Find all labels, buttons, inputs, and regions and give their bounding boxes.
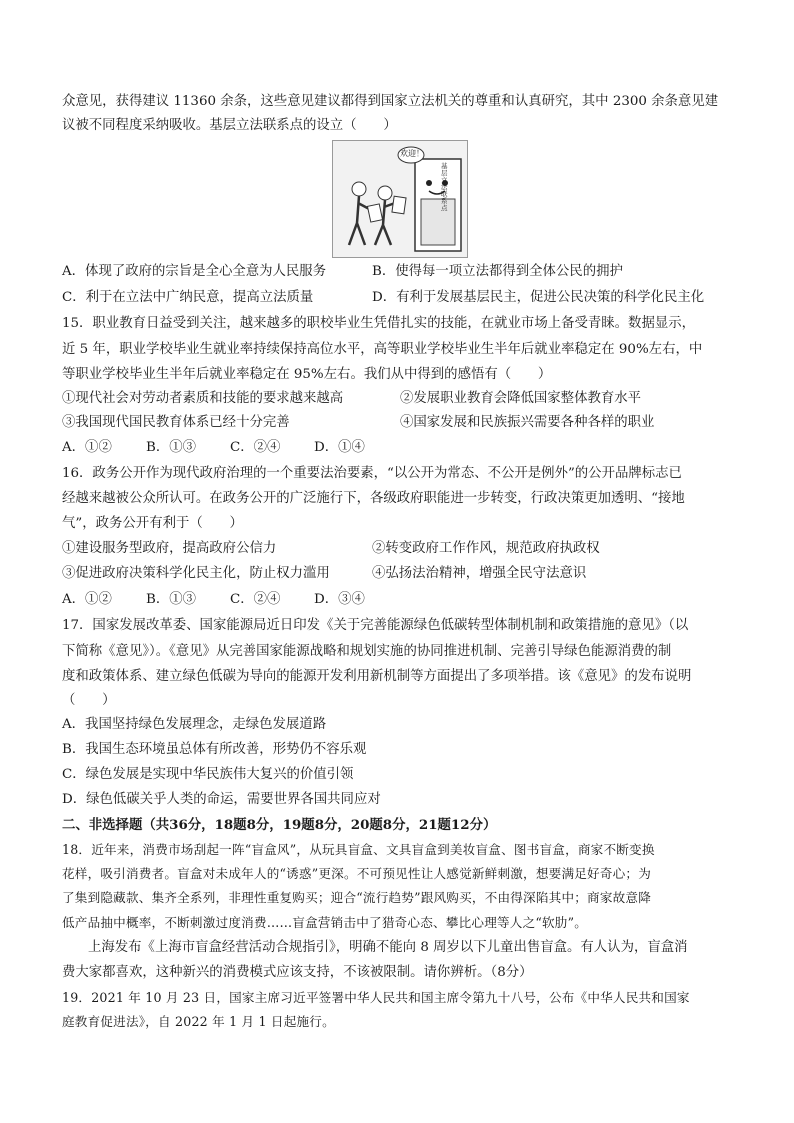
q18-stem-line-3: 了集到隐藏款、集齐全系列，非理性重复购买；迎合“流行趋势”跟风购买，不由得深陷其中；商家故意降	[62, 890, 651, 905]
q17-stem-line-3: 度和政策体系、建立绿色低碳为导向的能源开发利用新机制等方面提出了多项举措。该《意见》的发布说明	[62, 669, 692, 684]
q15-choice-c[interactable]: C．②④	[230, 440, 281, 455]
q15-item-2: ②发展职业教育会降低国家整体教育水平	[400, 391, 642, 406]
q16-item-3: ③促进政府决策科学化民主化，防止权力滥用	[62, 566, 330, 581]
q14-options-row-1	[62, 264, 623, 280]
q18-stem-line-2: 花样，吸引消费者。盲盒对未成年人的“诱惑”更深。不可预见性让人感觉新鲜刺激，想要满足好奇心；为	[62, 866, 651, 881]
q17-option-d[interactable]: D．绿色低碳关乎人类的命运，需要世界各国共同应对	[62, 792, 381, 807]
q15-item-1: ①现代社会对劳动者素质和技能的要求越来越高	[62, 391, 344, 406]
q16-stem-line-1: 16．政务公开作为现代政府治理的一个重要法治要素，“以公开为常态、不公开是例外”的公开品牌标志已	[62, 466, 682, 481]
q14-option-c[interactable]: C．利于在立法中广纳民意，提高立法质量	[62, 290, 314, 305]
q15-choice-d[interactable]: D．①④	[314, 440, 365, 455]
cartoon-speech-text: 欢迎！	[400, 149, 424, 158]
section-heading-non-choice: 二、非选择题（共36分，18题8分，19题8分，20题8分，21题12分）	[62, 817, 497, 833]
q14-option-a[interactable]: A．体现了政府的宗旨是全心全意为人民服务	[62, 264, 327, 279]
q17-option-c[interactable]: C．绿色发展是实现中华民族伟大复兴的价值引领	[62, 767, 354, 782]
q18-stem-line-5: 上海发布《上海市盲盒经营活动合规指引》，明确不能向 8 周岁以下儿童出售盲盒。有人认为，盲盒消	[88, 940, 688, 955]
q19-stem-line-1: 19．2021 年 10 月 23 日，国家主席习近平签署中华人民共和国主席令第九十八号，公布《中华人民共和国家	[62, 990, 690, 1005]
q15-item-4: ④国家发展和民族振兴需要各种各样的职业	[400, 415, 655, 430]
q15-items-row-1	[62, 391, 641, 407]
q16-stem-line-3: 气”，政务公开有利于（ ）	[62, 516, 243, 531]
q15-choice-b[interactable]: B．①③	[146, 440, 197, 455]
q17-option-b[interactable]: B．我国生态环境虽总体有所改善，形势仍不容乐观	[62, 742, 367, 757]
q17-stem-line-4: （ ）	[62, 693, 116, 708]
q16-item-2: ②转变政府工作作风，规范政府执政权	[372, 541, 600, 556]
q19-stem-line-2: 庭教育促进法》，自 2022 年 1 月 1 日起施行。	[62, 1014, 335, 1029]
q14-options-row-2	[62, 290, 704, 306]
q15-stem-line-2: 近 5 年，职业学校毕业生就业率持续保持高位水平，高等职业学校毕业生半年后就业率稳定在 90%左右，中	[62, 342, 703, 357]
q17-stem-line-1: 17．国家发展改革委、国家能源局近日印发《关于完善能源绿色低碳转型体制机制和政策措施的意见》（以	[62, 618, 689, 633]
q15-choice-a[interactable]: A．①②	[62, 440, 112, 455]
q16-choice-c[interactable]: C．②④	[230, 592, 281, 607]
q15-stem-line-1: 15．职业教育日益受到关注，越来越多的职校毕业生凭借扎实的技能，在就业市场上备受青睐。数据显示，	[62, 316, 696, 331]
q15-stem-line-3: 等职业学校毕业生半年后就业率稳定在 95%左右。我们从中得到的感悟有（ ）	[62, 367, 552, 382]
q16-item-4: ④弘扬法治精神，增强全民守法意识	[372, 566, 587, 581]
q17-option-a[interactable]: A．我国坚持绿色发展理念，走绿色发展道路	[62, 717, 327, 732]
q15-items-row-2	[62, 415, 654, 431]
q14-option-d[interactable]: D．有利于发展基层民主，促进公民决策的科学化民主化	[372, 290, 705, 305]
q18-stem-line-6: 费大家都喜欢，这种新兴的消费模式应该支持，不该被限制。请你辨析。（8分）	[62, 965, 533, 980]
q16-choice-d[interactable]: D．③④	[314, 592, 365, 607]
q16-choice-a[interactable]: A．①②	[62, 592, 112, 607]
q14-stem-line-2: 议被不同程度采纳吸收。基层立法联系点的设立（ ）	[62, 118, 397, 133]
q18-stem-line-1: 18．近年来，消费市场刮起一阵“盲盒风”，从玩具盲盒、文具盲盒到美妆盲盒、图书盲盒，商家不断变换	[62, 842, 655, 857]
cartoon-illustration	[332, 140, 468, 258]
cartoon-sign-text: 基层立法联系点	[441, 162, 448, 212]
q14-option-b[interactable]: B．使得每一项立法都得到全体公民的拥护	[372, 264, 623, 279]
q18-stem-line-4: 低产品抽中概率，不断刺激过度消费……盲盒营销击中了猎奇心态、攀比心理等人之“软肋”。	[62, 915, 588, 930]
q16-item-1: ①建设服务型政府，提高政府公信力	[62, 541, 277, 556]
q15-choices	[62, 440, 398, 456]
q14-stem-line-1: 众意见，获得建议 11360 余条，这些意见建议都得到国家立法机关的尊重和认真研究，其中 2300 余条意见建	[62, 94, 719, 109]
q16-stem-line-2: 经越来越被公众所认可。在政务公开的广泛施行下，各级政府职能进一步转变，行政决策更加透明、“接地	[62, 491, 685, 506]
q17-stem-line-2: 下简称《意见》）。《意见》从完善国家能源战略和规划实施的协同推进机制、完善引导绿色能源消费的制	[62, 644, 672, 659]
q16-choices	[62, 592, 398, 608]
q16-items-row-2	[62, 566, 586, 582]
q16-items-row-1	[62, 541, 600, 557]
q16-choice-b[interactable]: B．①③	[146, 592, 197, 607]
q15-item-3: ③我国现代国民教育体系已经十分完善	[62, 415, 290, 430]
